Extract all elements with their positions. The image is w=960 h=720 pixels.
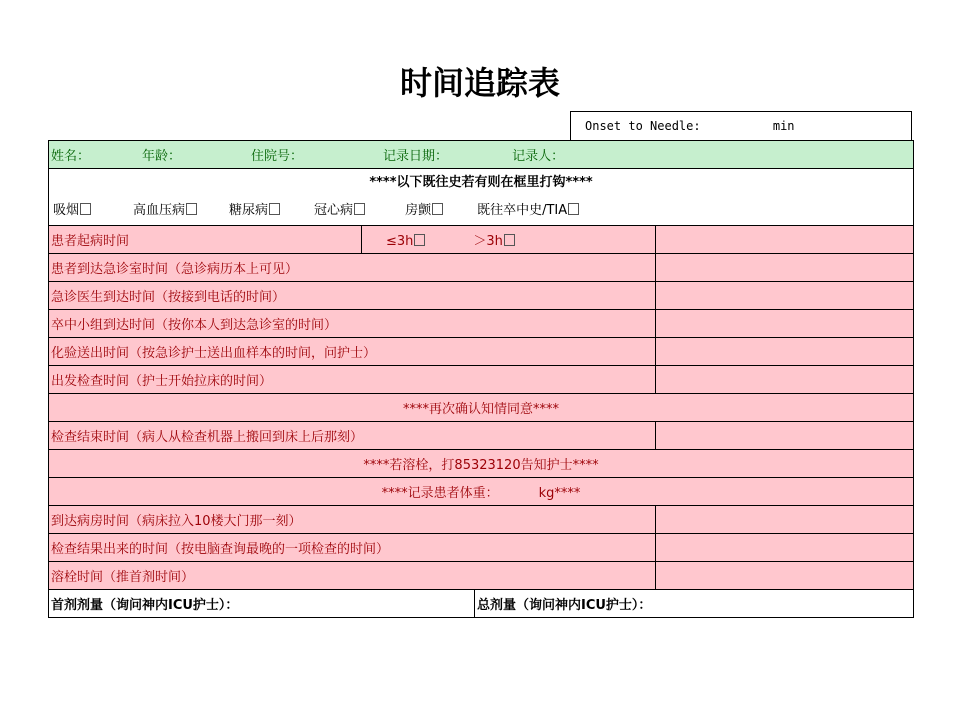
patient-info-cell[interactable] bbox=[49, 141, 914, 169]
history-checklist bbox=[51, 197, 911, 225]
row-label: 患者到达急诊室时间（急诊病历本上可见） bbox=[49, 254, 656, 282]
history-item-stroke-tia[interactable]: 既往卒中史/TIA bbox=[477, 203, 579, 218]
table-row bbox=[49, 338, 914, 366]
row-label: 检查结果出来的时间（按电脑查询最晚的一项检查的时间） bbox=[49, 534, 656, 562]
weight-row bbox=[49, 478, 914, 506]
row-value[interactable] bbox=[656, 338, 914, 366]
row-value[interactable] bbox=[656, 366, 914, 394]
patient-info-row bbox=[49, 141, 914, 169]
onset-time-value[interactable] bbox=[656, 226, 914, 254]
row-value[interactable] bbox=[656, 254, 914, 282]
admission-no-label: 住院号： bbox=[251, 149, 304, 164]
onset-to-needle-field[interactable] bbox=[570, 111, 912, 140]
history-item-smoking[interactable]: 吸烟 bbox=[53, 203, 91, 218]
onset-label: Onset to Needle: bbox=[585, 119, 701, 133]
history-cell bbox=[49, 169, 914, 226]
row-value[interactable] bbox=[656, 310, 914, 338]
row-label: 出发检查时间（护士开始拉床的时间） bbox=[49, 366, 656, 394]
checkbox-icon[interactable] bbox=[432, 203, 443, 215]
history-item-chd[interactable]: 冠心病 bbox=[314, 203, 365, 218]
table-row bbox=[49, 562, 914, 590]
row-value[interactable] bbox=[656, 422, 914, 450]
checkbox-icon[interactable] bbox=[80, 203, 91, 215]
consent-note-row bbox=[49, 394, 914, 422]
record-date-label: 记录日期： bbox=[383, 149, 449, 164]
checkbox-icon[interactable] bbox=[414, 234, 425, 246]
history-row bbox=[49, 169, 914, 226]
weight-prefix: ****记录患者体重： bbox=[381, 486, 499, 501]
checkbox-icon[interactable] bbox=[186, 203, 197, 215]
table-row bbox=[49, 310, 914, 338]
checkbox-icon[interactable] bbox=[354, 203, 365, 215]
history-heading: ****以下既往史若有则在框里打钩**** bbox=[369, 175, 593, 190]
tracking-table bbox=[48, 140, 914, 618]
option-gt-3h[interactable]: ＞3h bbox=[473, 234, 515, 249]
table-row bbox=[49, 282, 914, 310]
dose-row bbox=[49, 590, 914, 618]
onset-time-row bbox=[49, 226, 914, 254]
checkbox-icon[interactable] bbox=[269, 203, 280, 215]
table-row bbox=[49, 366, 914, 394]
table-row bbox=[49, 254, 914, 282]
name-label: 姓名： bbox=[51, 149, 91, 164]
checkbox-icon[interactable] bbox=[568, 203, 579, 215]
history-item-hypertension[interactable]: 高血压病 bbox=[133, 203, 197, 218]
row-value[interactable] bbox=[656, 534, 914, 562]
first-dose-cell[interactable]: 首剂剂量（询问神内ICU护士）： bbox=[49, 590, 475, 618]
total-dose-cell[interactable]: 总剂量（询问神内ICU护士）： bbox=[475, 590, 914, 618]
onset-time-label: 患者起病时间 bbox=[49, 226, 362, 254]
consent-note: ****再次确认知情同意**** bbox=[49, 394, 914, 422]
weight-cell[interactable] bbox=[49, 478, 914, 506]
row-value[interactable] bbox=[656, 506, 914, 534]
table-row bbox=[49, 422, 914, 450]
table-row bbox=[49, 506, 914, 534]
row-label: 溶栓时间（推首剂时间） bbox=[49, 562, 656, 590]
thrombolysis-note-row bbox=[49, 450, 914, 478]
thrombolysis-note: ****若溶栓，打85323120告知护士**** bbox=[49, 450, 914, 478]
onset-unit: min bbox=[772, 119, 795, 133]
page-title: 时间追踪表 bbox=[399, 64, 560, 102]
row-label: 卒中小组到达时间（按你本人到达急诊室的时间） bbox=[49, 310, 656, 338]
row-value[interactable] bbox=[656, 562, 914, 590]
table-row bbox=[49, 534, 914, 562]
row-label: 到达病房时间（病床拉入10楼大门那一刻） bbox=[49, 506, 656, 534]
history-item-diabetes[interactable]: 糖尿病 bbox=[229, 203, 280, 218]
row-value[interactable] bbox=[656, 282, 914, 310]
onset-time-options bbox=[362, 226, 656, 254]
history-item-af[interactable]: 房颤 bbox=[405, 203, 443, 218]
row-label: 检查结束时间（病人从检查机器上搬回到床上后那刻） bbox=[49, 422, 656, 450]
recorder-label: 记录人： bbox=[512, 149, 565, 164]
weight-unit: kg**** bbox=[538, 486, 581, 501]
row-label: 化验送出时间（按急诊护士送出血样本的时间，问护士） bbox=[49, 338, 656, 366]
row-label: 急诊医生到达时间（按接到电话的时间） bbox=[49, 282, 656, 310]
checkbox-icon[interactable] bbox=[504, 234, 515, 246]
age-label: 年龄： bbox=[142, 149, 182, 164]
option-le-3h[interactable]: ≤3h bbox=[386, 234, 425, 249]
